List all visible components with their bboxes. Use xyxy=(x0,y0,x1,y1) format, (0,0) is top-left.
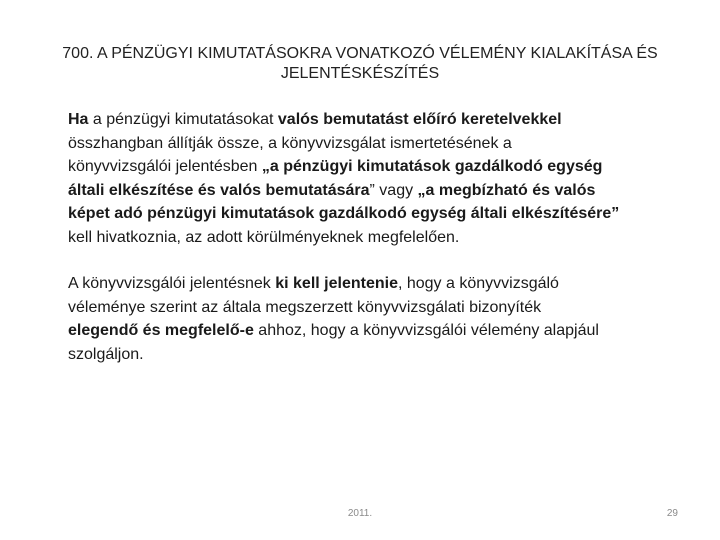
bold-text: valós bemutatást előíró keretelvekkel xyxy=(277,111,562,128)
paragraph-2-line-2: véleménye szerint az általa megszerzett könyvvizsgálati bizonyíték xyxy=(68,298,542,316)
paragraph-1-line-3 xyxy=(68,155,688,179)
paragraph-1-line-4 xyxy=(68,179,688,203)
bold-text: „a megbízható és valós xyxy=(417,181,596,199)
body-text: ” vagy xyxy=(369,181,418,199)
bold-text: Ha xyxy=(68,111,89,128)
bold-text: képet adó pénzügyi kimutatások gazdálkodó egység általi elkészítésére” xyxy=(68,205,620,222)
footer-date: 2011. xyxy=(347,508,373,519)
paragraph-1-line-2: összhangban állítják össze, a könyvvizsgálat ismertetésének a xyxy=(68,134,512,152)
body-text: , hogy a könyvvizsgáló xyxy=(397,275,559,292)
paragraph-1 xyxy=(68,108,688,249)
body-text: ahhoz, hogy a könyvvizsgálói vélemény alapjául xyxy=(253,322,599,339)
bold-text: általi elkészítése és valós bemutatására xyxy=(68,181,370,199)
title-line-2: JELENTÉSKÉSZÍTÉS xyxy=(280,65,440,82)
paragraph-2-line-3 xyxy=(68,319,688,343)
body-text: a pénzügyi kimutatásokat xyxy=(88,111,278,128)
slide-body xyxy=(68,108,688,366)
paragraph-1-line-1 xyxy=(68,108,688,132)
title-line-1: 700. A PÉNZÜGYI KIMUTATÁSOKRA VONATKOZÓ VÉLEMÉNY KIALAKÍTÁSA ÉS xyxy=(62,45,658,62)
bold-text: ki kell jelentenie xyxy=(275,275,398,292)
paragraph-1-line-5 xyxy=(68,202,688,226)
bold-text: „a pénzügyi kimutatások gazdálkodó egység xyxy=(261,158,603,175)
bold-text: elegendő és megfelelő-e xyxy=(68,322,254,339)
paragraph-2-line-4: szolgáljon. xyxy=(68,345,144,363)
paragraph-2-line-1 xyxy=(68,272,688,296)
body-text: könyvvizsgálói jelentésben xyxy=(68,158,262,175)
footer-page-number: 29 xyxy=(666,508,678,519)
paragraph-1-line-6: kell hivatkoznia, az adott körülményeknek megfelelően. xyxy=(68,228,460,246)
paragraph-2 xyxy=(68,272,688,366)
slide-title xyxy=(40,44,680,84)
body-text: A könyvvizsgálói jelentésnek xyxy=(68,275,276,292)
